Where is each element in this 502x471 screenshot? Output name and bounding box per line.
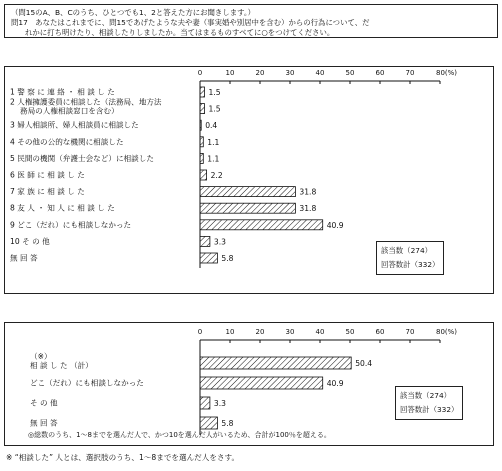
data-label: 40.9 [326,379,344,388]
bar [200,253,217,263]
category-label: 1 警 察 に 連 絡 ・ 相 談 し た [10,87,115,97]
bar [200,203,295,213]
summary-box-bottom [395,386,463,420]
summary-count-label: 該当数（274） [381,246,433,255]
bar [200,220,323,230]
x-tick-label: 40 [315,328,325,336]
category-label: どこ（だれ）にも相談しなかった [30,378,144,388]
x-tick-label: 70 [405,328,415,336]
category-label: そ の 他 [30,398,58,408]
category-label: 無 回 答 [10,253,38,263]
data-label: 31.8 [299,187,317,197]
category-label: 7 家 族 に 相 談 し た [10,187,85,197]
question-intro: （問15のA、B、Cのうち、ひとつでも1、2と答えた方にお聞きします。） [11,8,255,17]
data-label: 3.3 [213,237,226,247]
summary-box-top [376,241,444,275]
bar [200,87,205,97]
data-label: 2.2 [210,171,223,180]
bar [200,187,295,197]
bar [200,170,207,180]
bar [200,236,210,246]
category-label: 3 婦人相談所、婦人相談員に相談した [10,120,139,130]
x-tick-label: 60 [375,328,385,336]
x-tick-label: 80(%) [436,69,458,77]
chart-panel-bottom [4,322,494,446]
x-tick-label: 50 [345,69,355,77]
x-tick-label: 70 [405,69,415,77]
x-tick-label: 50 [345,328,355,336]
data-label: 40.9 [326,220,344,230]
x-tick-label: 20 [255,69,265,77]
x-tick-label: 10 [225,69,235,77]
data-label: 1.5 [208,88,221,97]
category-label: 8 友 人 ・ 知 人 に 相 談 し た [10,203,115,213]
category-label: 2 人権擁護委員に相談した（法務局、地方法 [10,97,162,107]
category-label: 務局の人権相談窓口を含む） [20,106,119,116]
bar [200,104,205,114]
data-label: 31.8 [299,204,317,214]
data-label: 3.3 [213,399,226,408]
x-tick-label: 20 [255,328,265,336]
x-tick-label: 0 [197,328,203,336]
category-label: 無 回 答 [30,418,58,428]
x-tick-label: 80(%) [436,328,458,336]
data-label: 0.4 [205,121,218,131]
footnote: ※ “相談した” 人とは、選択肢のうち、1～8までを選んだ人をさす。 [6,453,240,462]
x-tick-label: 30 [285,328,295,336]
summary-total-label: 回答数計（332） [400,405,459,414]
data-label: 5.8 [221,254,234,263]
x-tick-label: 0 [197,69,203,77]
category-label: 4 その他の公的な機関に相談した [10,137,124,147]
panel-note: ◎総数のうち、1～8までを選んだ人で、かつ10を選んだ人がいるため、合計が100％を超える。 [28,431,331,439]
data-label: 1.1 [207,154,220,164]
category-label: 5 民間の機関（弁護士会など）に相談した [10,153,154,163]
category-label: 10 そ の 他 [10,236,50,246]
data-label: 1.5 [208,104,221,114]
category-label: （※） [30,352,52,361]
x-tick-label: 10 [225,328,235,336]
data-label: 50.4 [355,359,373,368]
data-label: 5.8 [221,419,234,428]
x-tick-label: 60 [375,69,385,77]
category-label: 6 医 師 に 相 談 し た [10,170,85,180]
category-label: 相 談 し た （計） [30,361,93,370]
x-tick-label: 40 [315,69,325,77]
summary-count-label: 該当数（274） [400,391,452,400]
question-text-line1: 問17 あなたはこれまでに、問15であげたような夫や妻（事実婚や別居中を含む）からの行為について、だ [11,18,370,27]
question-text-line2: れかに打ち明けたり、相談したりしましたか。当てはまるものすべてに○をつけてください。 [25,28,335,37]
x-tick-label: 30 [285,69,295,77]
summary-total-label: 回答数計（332） [381,260,440,269]
data-label: 1.1 [207,137,220,147]
category-label: 9 どこ（だれ）にも相談しなかった [10,220,132,230]
